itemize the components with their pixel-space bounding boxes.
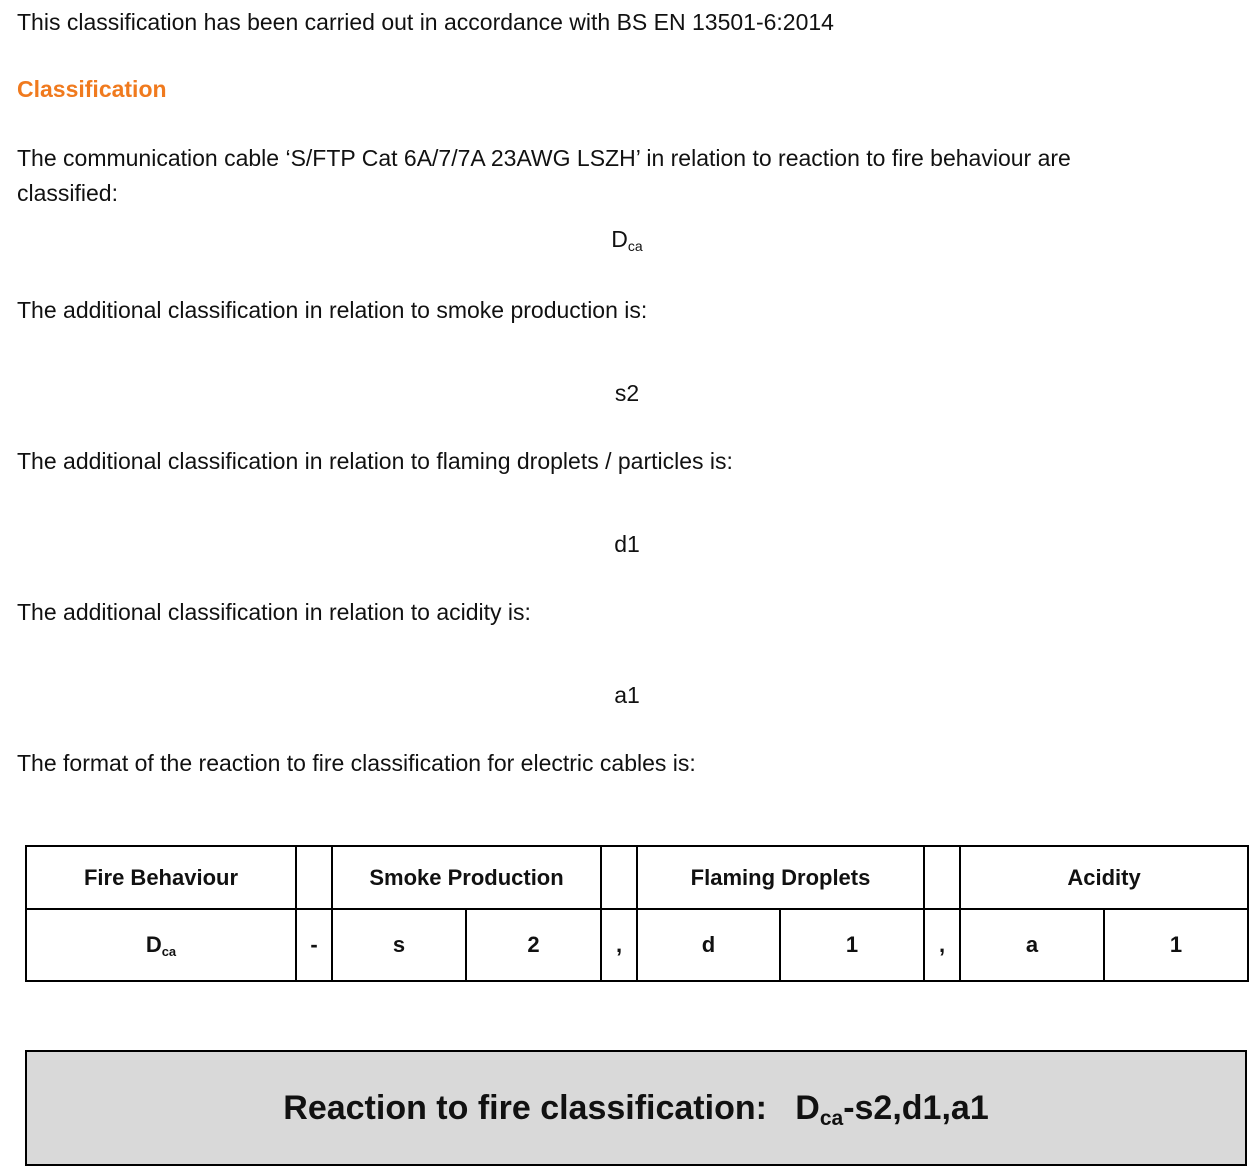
result-box [25, 1050, 1247, 1166]
fire-behaviour-subscript: ca [627, 238, 643, 254]
table-value-row [26, 909, 1248, 981]
standard-statement: This classification has been carried out in accordance with BS EN 13501-6:2014 [17, 9, 834, 35]
cell-smoke-number: 2 [466, 909, 601, 981]
result-subscript: ca [819, 1107, 844, 1130]
cable-statement-line-1: The communication cable ‘S/FTP Cat 6A/7/7A 23AWG LSZH’ in relation to reaction to fire behaviour are [17, 145, 1071, 171]
acidity-statement: The additional classification in relation to acidity is: [17, 599, 531, 625]
result-base: D [795, 1089, 820, 1127]
cell-fire-base: D [145, 931, 162, 957]
droplets-statement: The additional classification in relation to flaming droplets / particles is: [17, 448, 733, 474]
header-fire-behaviour: Fire Behaviour [26, 846, 296, 909]
classification-format-table [25, 845, 1249, 982]
header-acidity: Acidity [960, 846, 1248, 909]
header-spacer [296, 846, 332, 909]
table-header-row [26, 846, 1248, 909]
header-spacer [924, 846, 960, 909]
cell-separator-comma: , [601, 909, 637, 981]
result-label: Reaction to fire classification: [283, 1089, 767, 1127]
acidity-value: a1 [614, 682, 640, 708]
format-statement: The format of the reaction to fire classification for electric cables is: [17, 750, 696, 776]
cell-acidity-number: 1 [1104, 909, 1248, 981]
cell-separator-comma: , [924, 909, 960, 981]
fire-behaviour-base: D [611, 226, 628, 252]
cell-separator-dash: - [296, 909, 332, 981]
cell-droplets-letter: d [637, 909, 780, 981]
header-flaming-droplets: Flaming Droplets [637, 846, 924, 909]
result-suffix: -s2,d1,a1 [843, 1089, 989, 1127]
cell-fire-behaviour [26, 909, 296, 981]
fire-behaviour-value [0, 226, 1254, 254]
cable-statement-line-2: classified: [17, 180, 118, 206]
classification-heading: Classification [17, 76, 167, 102]
cell-smoke-letter: s [332, 909, 466, 981]
smoke-value: s2 [614, 380, 640, 406]
cell-droplets-number: 1 [780, 909, 924, 981]
header-smoke-production: Smoke Production [332, 846, 601, 909]
smoke-statement: The additional classification in relation to smoke production is: [17, 297, 648, 323]
cell-fire-subscript: ca [161, 943, 177, 959]
header-spacer [601, 846, 637, 909]
droplets-value: d1 [614, 531, 640, 557]
cell-acidity-letter: a [960, 909, 1104, 981]
